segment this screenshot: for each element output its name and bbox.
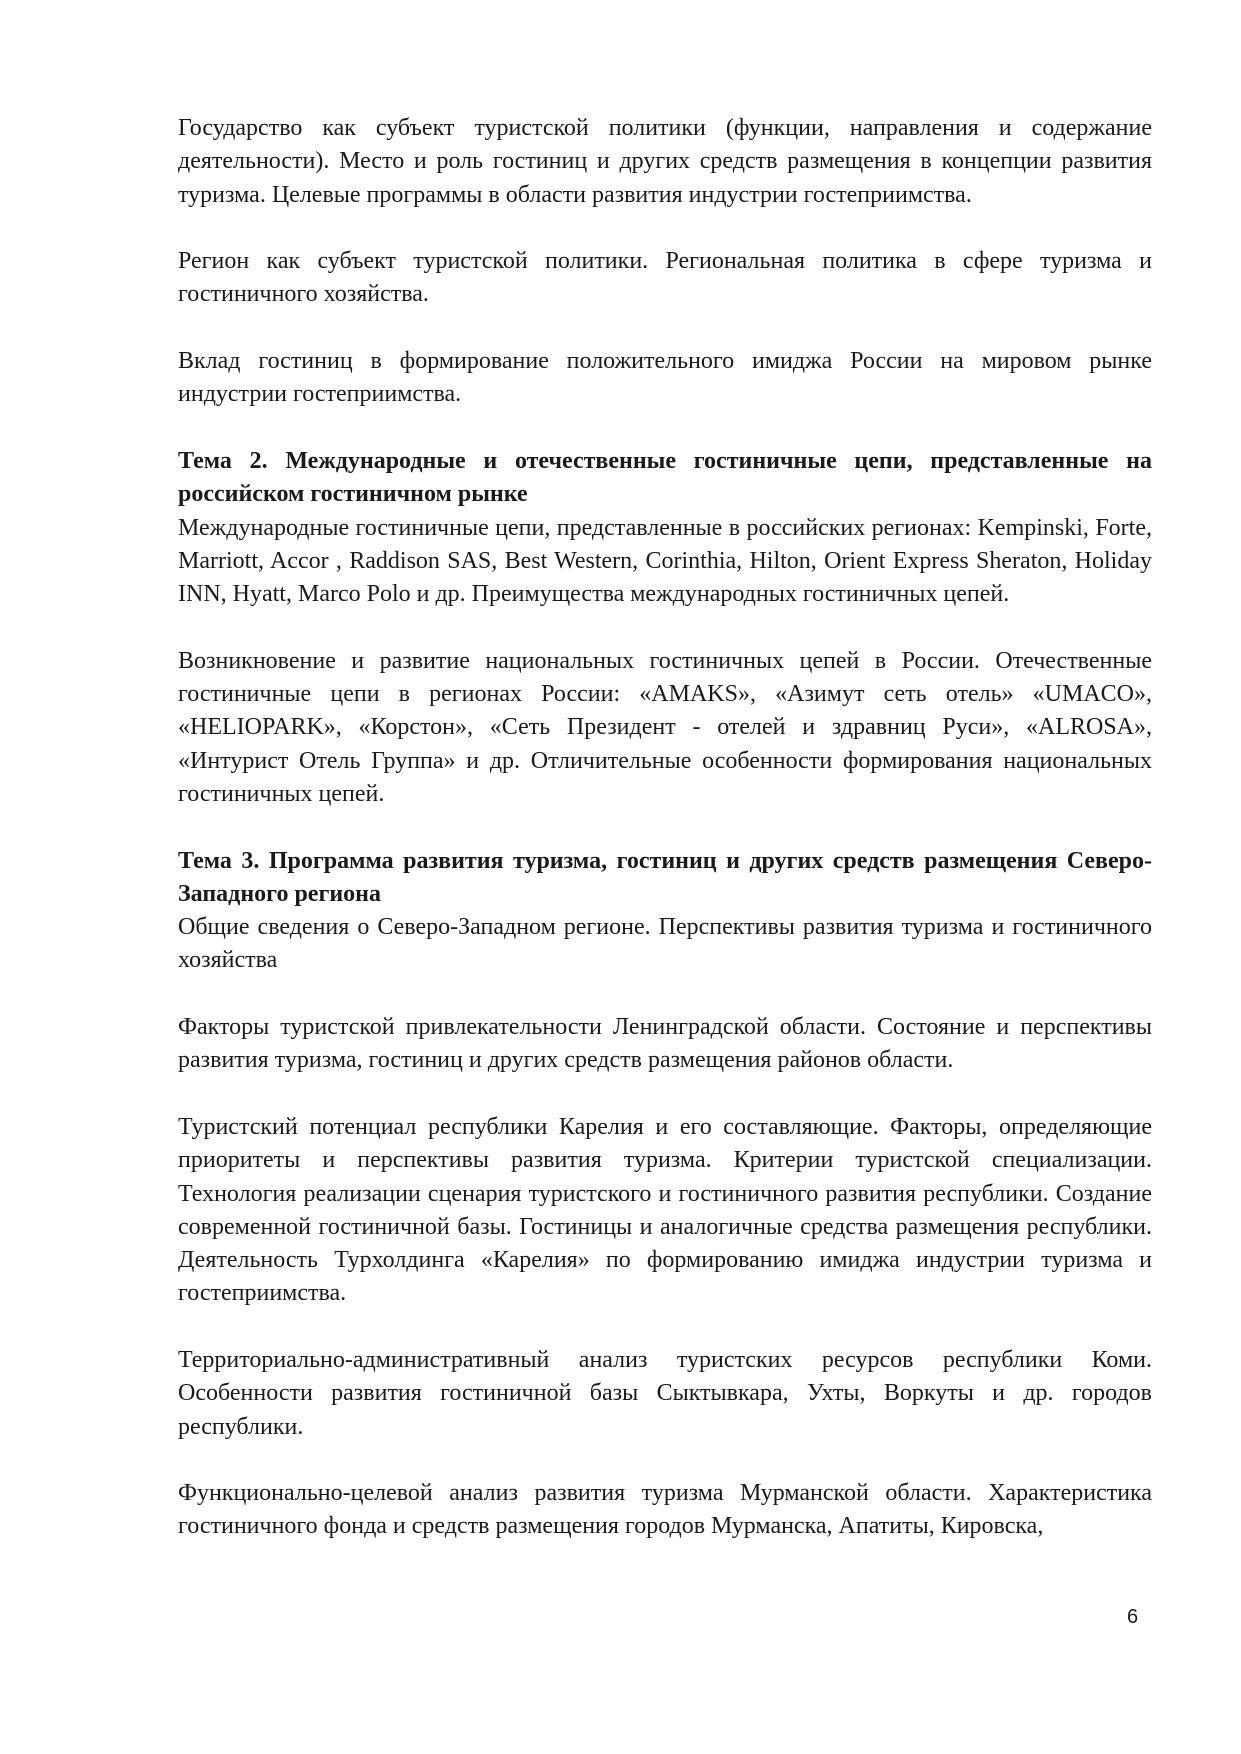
paragraph-komi: Территориально-административный анализ туристских ресурсов республики Коми. Особенности развития гостиничной базы Сыктывкара, Ухты, Воркуты и др. городов республики. (178, 1346, 1152, 1440)
topic-2-section (178, 445, 1152, 611)
topic-2-body: Международные гостиничные цепи, представленные в российских регионах: Kempinski, Forte, Marriott, Accor , Raddison SAS, Best Western, Corinthia, Hilton, Orient Express Sheraton, Holiday INN, Hyatt, Marco Polo и др. Преимущества международных гостиничных цепей. (178, 514, 1152, 608)
paragraph-murmansk: Функционально-целевой анализ развития туризма Мурманской области. Характеристика гостиничного фонда и средств размещения городов Мурманска, Апатиты, Кировска, (178, 1480, 1152, 1540)
topic-3-section (178, 845, 1152, 978)
paragraph-region-policy: Регион как субъект туристской политики. Региональная политика в сфере туризма и гостиничного хозяйства. (178, 248, 1152, 308)
paragraph-national-chains: Возникновение и развитие национальных гостиничных цепей в России. Отечественные гостиничные цепи в регионах России: «AMAKS», «Азимут сеть отель» «UMACO», «HELIOPARK», «Корстон», «Сеть Президент - отелей и здравниц Руси», «ALROSA», «Интурист Отель Группа» и др. Отличительные особенности формирования национальных гостиничных цепей. (178, 647, 1152, 807)
topic-3-body: Общие сведения о Северо-Западном регионе. Перспективы развития туризма и гостиничного хозяйства (178, 914, 1152, 974)
paragraph-karelia: Туристский потенциал республики Карелия и его составляющие. Факторы, определяющие приоритеты и перспективы развития туризма. Критерии туристской специализации. Технология реализации сценария туристского и гостиничного развития республики. Создание современной гостиничной базы. Гостиницы и аналогичные средства размещения республики. Деятельность Турхолдинга «Карелия» по формированию имиджа индустрии туризма и гостеприимства. (178, 1113, 1152, 1307)
paragraph-hotel-image: Вклад гостиниц в формирование положительного имиджа России на мировом рынке индустрии гостеприимства. (178, 348, 1152, 408)
topic-2-heading: Тема 2. Международные и отечественные гостиничные цепи, представленные на российском гостиничном рынке (178, 447, 1152, 508)
page-number: 6 (1127, 1606, 1139, 1628)
document-page (178, 112, 1152, 1577)
paragraph-leningrad-region: Факторы туристской привлекательности Ленинградской области. Состояние и перспективы развития туризма, гостиниц и других средств размещения районов области. (178, 1014, 1152, 1074)
topic-3-heading: Тема 3. Программа развития туризма, гостиниц и других средств размещения Северо-Западного региона (178, 847, 1152, 907)
paragraph-state-policy: Государство как субъект туристской политики (функции, направления и содержание деятельности). Место и роль гостиниц и других средств размещения в концепции развития туризма. Целевые программы в области развития индустрии гостеприимства. (178, 115, 1152, 208)
